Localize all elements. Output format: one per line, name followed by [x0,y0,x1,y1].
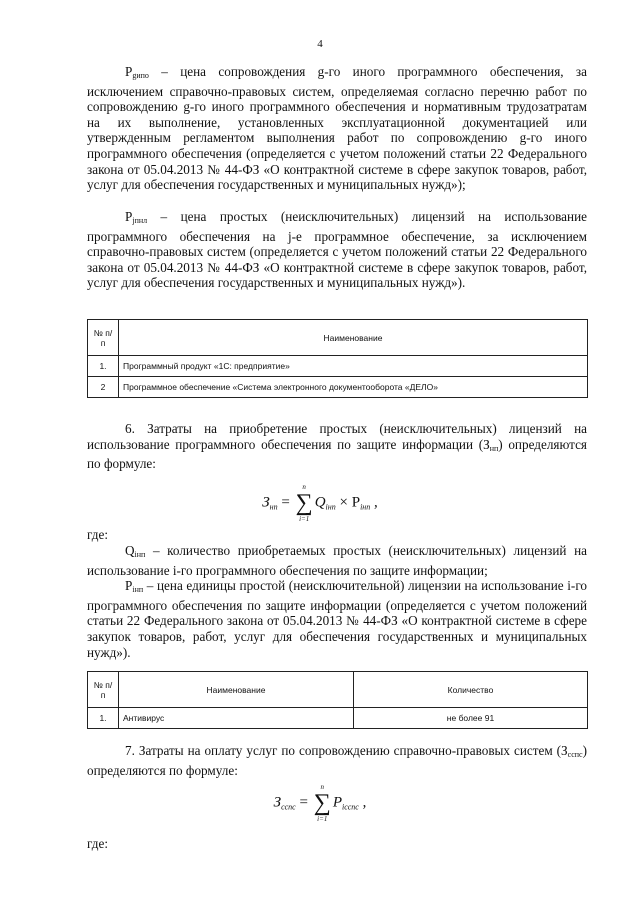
paragraph-text: 6. Затраты на приобретение простых (неисключительных) лицензий на использование программного обеспечения по защите информации (З [87,421,587,452]
paragraph-section-7 [87,743,587,778]
sum-sign [314,782,331,824]
paragraph-p-gipo [87,64,587,193]
formula-zsps [0,782,640,824]
cell-name: Антивирус [119,708,354,729]
paragraph-p-jpnl [87,209,587,291]
paragraph-definitions [87,543,587,660]
formula-term1-sub: iсспс [341,802,359,812]
cell-num: 1. [88,708,119,729]
symbol-subscript: jпнл [132,216,148,225]
symbol-subscript: сспс [567,750,583,759]
symbol-subscript: iнп [134,550,146,559]
table-row [88,708,588,729]
symbol: Q [125,543,135,558]
header-num: № п/п [88,672,119,708]
cell-name: Программное обеспечение «Система электронного документооборота «ДЕЛО» [119,377,588,398]
sigma-icon: ∑ [313,790,331,816]
symbol-subscript: gипо [132,71,149,80]
formula-term2-sub: iнп [360,502,371,512]
where-label: где: [87,527,108,542]
cell-name: Программный продукт «1С: предприятие» [119,356,588,377]
symbol: P [125,209,133,224]
symbol: P [125,64,133,79]
software-table [87,319,588,398]
paragraph-text: 7. Затраты на оплату услуг по сопровождению справочно-правовых систем (З [125,743,568,758]
sum-bottom: i=1 [317,815,328,823]
formula-znp [0,482,640,524]
table-row [88,377,588,398]
formula-lhs-sub: сспс [281,802,296,812]
where-label: где: [87,836,108,851]
symbol-subscript: iнп [132,585,144,595]
table-header-row [88,320,588,356]
cell-num: 2 [88,377,119,398]
header-name: Наименование [119,320,588,356]
sum-top: n [302,483,306,491]
header-num: № п/п [88,320,119,356]
table-row [88,356,588,377]
formula-term1: Q [314,494,326,511]
formula-lhs: З [273,794,282,811]
antivirus-table [87,671,588,729]
definition-text: – количество приобретаемых простых (неисключительных) лицензий на использование i-го программного обеспечения по защите информации; [87,543,587,578]
sigma-icon: ∑ [295,490,313,516]
header-name: Наименование [119,672,354,708]
definition-q [87,543,587,578]
paragraph-section-6 [87,421,587,472]
definition-text: – цена единицы простой (неисключительной) лицензии на использование i-го программного обеспечения по защите информации (определяется с учетом положений статьи 22 Федерального закона от 05.04.2013 № 44-ФЗ «О контрактной системе в сфере закупок товаров, работ, услуг для обеспечения государственных и муниципальных нужд»). [87,578,587,660]
paragraph-text-end: ) определяются по формуле: [87,743,587,778]
formula-tail: , [374,494,378,511]
sum-sign [296,482,313,524]
formula-lhs: З [262,494,270,511]
sum-top: n [320,783,324,791]
definition-p [87,578,587,660]
page-number: 4 [317,38,323,50]
formula-times: × [339,494,348,511]
paragraph-text: – цена простых (неисключительных) лицензий на использование программного обеспечения на j-е программное обеспечение, за исключением справочно-правовых систем (определяется с учетом положений статьи 22 Федерального закона от 05.04.2013 № 44-ФЗ «О контрактной системе в сфере закупок товаров, работ, услуг для обеспечения государственных и муниципальных нужд»). [87,209,587,291]
sum-bottom: i=1 [299,515,310,523]
symbol-subscript: нп [489,443,499,453]
formula-term2: P [351,494,361,511]
table-header-row [88,672,588,708]
paragraph-text: – цена сопровождения g-го иного программного обеспечения, за исключением справочно-правовых систем, определяемая согласно перечню работ по сопровождению g-го иного программного обеспечения и нормативным трудозатратам на их выполнение, установленных эксплуатационной документацией или утвержденным регламентом выполнения работ по сопровождению g-го иного программного обеспечения (определяется с учетом положений статьи 22 Федерального закона от 05.04.2013 № 44-ФЗ «О контрактной системе в сфере закупок товаров, работ, услуг для обеспечения государственных и муниципальных нужд»); [87,64,587,193]
paragraph-text-end: ) определяются по формуле: [87,436,587,472]
formula-term1-sub: iнп [325,502,336,512]
formula-term1: P [332,794,342,811]
cell-num: 1. [88,356,119,377]
formula-tail: , [362,794,367,811]
symbol: P [125,578,133,594]
formula-equals: = [299,794,308,811]
formula-equals: = [281,494,290,511]
cell-qty: не более 91 [354,708,588,729]
header-qty: Количество [354,672,588,708]
formula-lhs-sub: нп [269,502,278,512]
